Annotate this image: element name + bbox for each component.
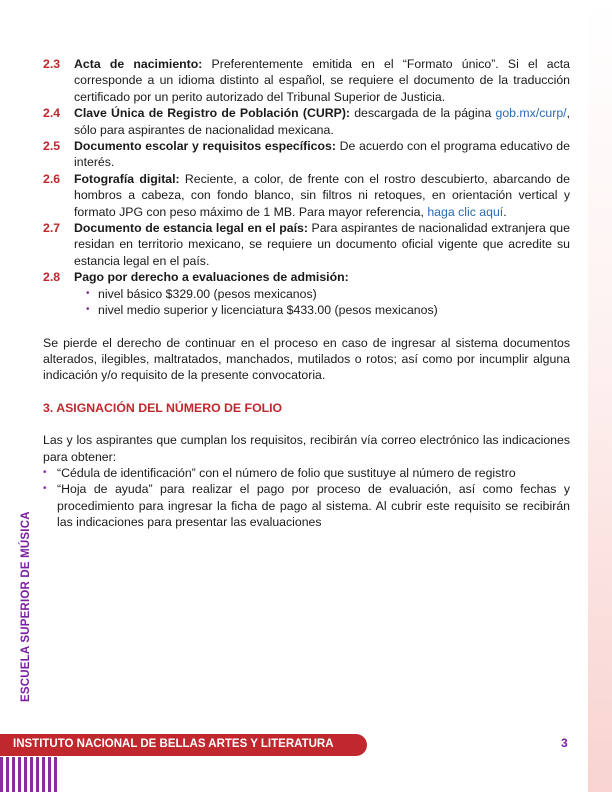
item-description: descargada de la página bbox=[350, 106, 496, 121]
item-title: Clave Única de Registro de Población (CURP): bbox=[74, 106, 351, 121]
item-number: 2.7 bbox=[43, 221, 61, 236]
list-item bbox=[43, 465, 570, 481]
item-number: 2.6 bbox=[43, 171, 61, 186]
fee-text: nivel básico $329.00 (pesos mexicanos) bbox=[98, 286, 317, 301]
decorative-gradient-band bbox=[588, 0, 612, 792]
item-description: Preferentemente emitida en el “Formato único”. Si el acta corresponde a un idioma distinto al español, se requiere el documento de la traducción certificado por un perito autorizado del Tribunal Superior de Justicia. bbox=[74, 57, 570, 104]
item-text bbox=[74, 138, 570, 171]
requirement-item bbox=[43, 138, 570, 171]
item-title: Documento escolar y requisitos específicos: bbox=[74, 139, 336, 154]
item-number: 2.4 bbox=[43, 106, 61, 121]
fee-list bbox=[74, 286, 570, 319]
item-number: 2.3 bbox=[43, 57, 61, 71]
item-text bbox=[74, 269, 570, 285]
section-heading: 3. ASIGNACIÓN DEL NÚMERO DE FOLIO bbox=[43, 400, 283, 415]
bullet-dot-icon: • bbox=[86, 304, 90, 316]
fee-text: nivel medio superior y licenciatura $433.00 (pesos mexicanos) bbox=[98, 303, 438, 318]
bullet-dot-icon: • bbox=[43, 466, 47, 478]
item-title: Fotografía digital: bbox=[74, 171, 180, 186]
item-number: 2.8 bbox=[43, 270, 61, 285]
document-body bbox=[43, 56, 570, 531]
item-number: 2.5 bbox=[43, 139, 61, 154]
item-text bbox=[74, 56, 570, 105]
item-text bbox=[74, 171, 570, 220]
curp-link[interactable]: gob.mx/curp/ bbox=[495, 106, 567, 121]
requirement-item bbox=[43, 220, 570, 269]
page-number: 3 bbox=[561, 736, 568, 750]
school-name: ESCUELA SUPERIOR DE MÚSICA bbox=[20, 511, 32, 702]
requirement-item bbox=[43, 269, 570, 285]
section-intro: Las y los aspirantes que cumplan los requisitos, recibirán vía correo electrónico las indicaciones para obtener: bbox=[43, 433, 570, 464]
school-side-label bbox=[20, 511, 36, 702]
footer-banner bbox=[0, 734, 367, 756]
requirement-item bbox=[43, 105, 570, 138]
decorative-stripes bbox=[0, 757, 60, 792]
list-item bbox=[74, 302, 570, 318]
item-description-tail: . bbox=[503, 204, 507, 219]
item-description: De acuerdo con el programa educativo de interés. bbox=[74, 139, 570, 170]
requirement-item bbox=[43, 56, 570, 105]
item-description: Para aspirantes de nacionalidad extranjera que residan en territorio mexicano, se requiere un documento oficial vigente que acredite su estancia legal en el país. bbox=[74, 221, 570, 268]
list-item bbox=[43, 481, 570, 530]
list-item bbox=[74, 286, 570, 302]
warning-paragraph: Se pierde el derecho de continuar en el proceso en caso de ingresar al sistema documentos alterados, ilegibles, maltratados, manchados, mutilados o rotos; así como por incumplir alguna indicación y/o requisito de la presente convocatoria. bbox=[43, 335, 570, 383]
institution-name: INSTITUTO NACIONAL DE BELLAS ARTES Y LITERATURA bbox=[13, 738, 334, 750]
item-text bbox=[74, 220, 570, 269]
requirement-item bbox=[43, 171, 570, 220]
item-description-tail: , sólo para aspirantes de nacionalidad mexicana. bbox=[74, 106, 571, 137]
item-title: Pago por derecho a evaluaciones de admisión: bbox=[74, 270, 349, 285]
bullet-dot-icon: • bbox=[43, 483, 47, 495]
photo-reference-link[interactable]: haga clic aquí bbox=[427, 204, 504, 219]
folio-list bbox=[43, 465, 570, 531]
item-description: Reciente, a color, de frente con el rostro descubierto, abarcando de hombros a cabeza, con fondo blanco, sin filtros ni retoques, en orientación vertical y formato JPG con peso máximo de 1 MB. Para mayor referencia, bbox=[74, 171, 570, 219]
bullet-dot-icon: • bbox=[86, 287, 90, 299]
list-item-text: “Cédula de identificación” con el número de folio que sustituye al número de registro bbox=[57, 465, 516, 480]
item-text bbox=[74, 105, 570, 138]
item-title: Documento de estancia legal en el país: bbox=[74, 221, 308, 236]
item-title: Acta de nacimiento: bbox=[74, 57, 203, 71]
list-item-text: “Hoja de ayuda” para realizar el pago por proceso de evaluación, así como fechas y procedimiento para ingresar la ficha de pago al sistema. Al cubrir este requisito se recibirán las indicaciones para presentar las evaluaciones bbox=[57, 482, 570, 530]
